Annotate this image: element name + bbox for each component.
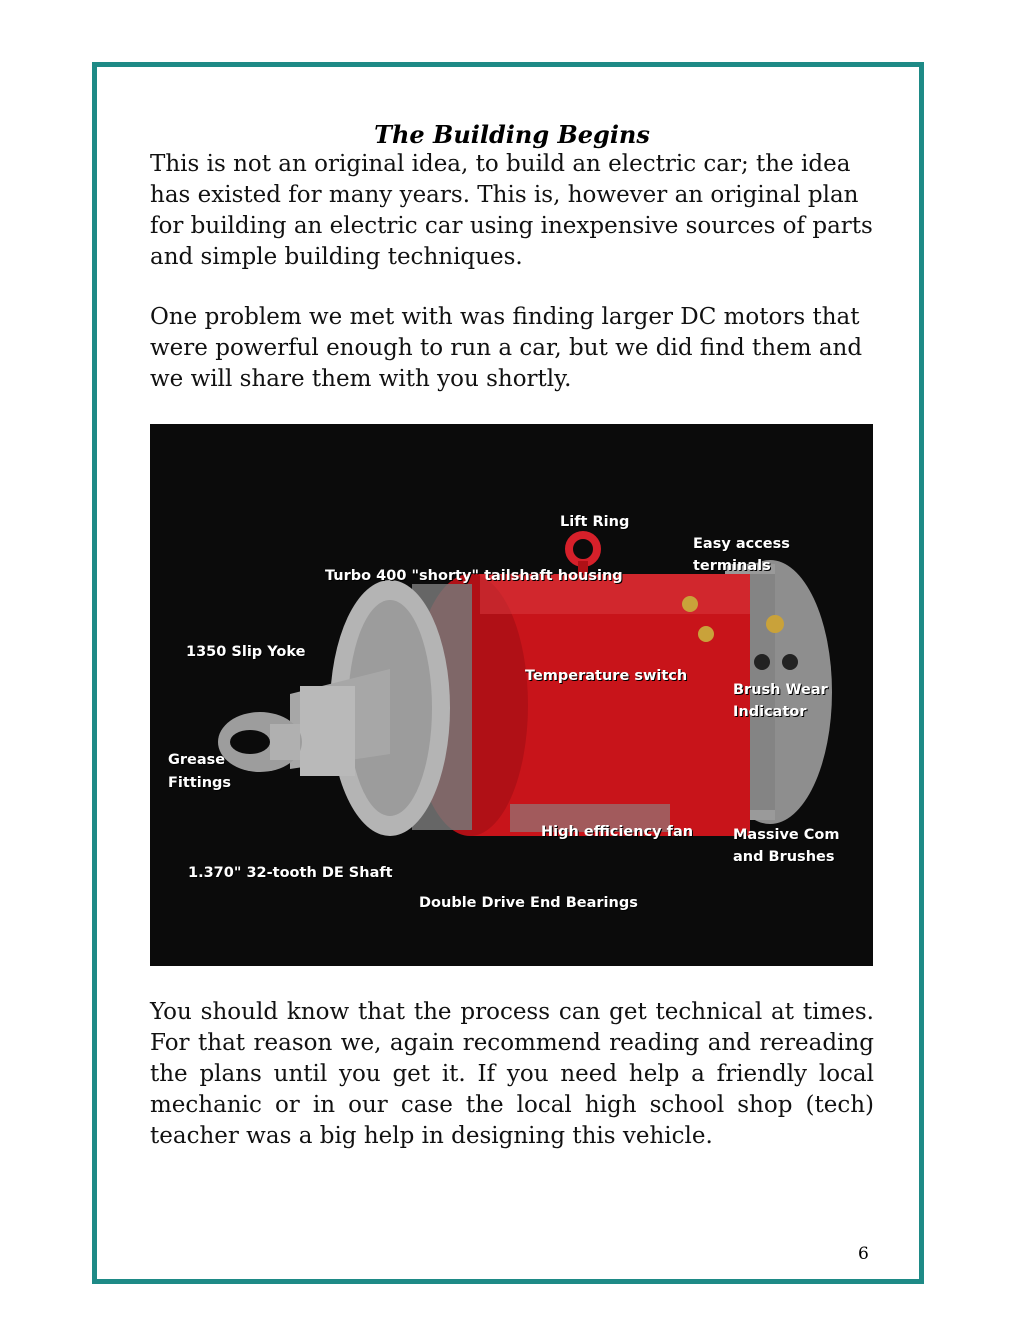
- label-fittings: Fittings: [168, 775, 232, 791]
- label-slip-yoke: 1350 Slip Yoke: [186, 644, 306, 660]
- page-number: 6: [858, 1244, 869, 1264]
- page-title: The Building Begins: [374, 120, 650, 149]
- label-bearings: Double Drive End Bearings: [419, 895, 638, 911]
- label-grease: Grease: [168, 752, 226, 768]
- paragraph-technical: You should know that the process can get technical at times. For that reason we, again recommend reading and rereading the plans until you get it. If you need help a friendly local mechanic or in our case the local high school shop (tech) teacher was a big help in designing this vehicle.: [150, 999, 874, 1149]
- paragraph-intro: This is not an original idea, to build an electric car; the idea has existed for many years. This is, however an original plan for building an electric car using inexpensive sources of parts and simple building techniques.: [150, 151, 873, 270]
- label-terminals: terminals: [693, 558, 771, 574]
- label-turbo-housing: Turbo 400 "shorty" tailshaft housing: [325, 568, 623, 584]
- paragraph-motors: One problem we met with was finding larger DC motors that were powerful enough to run a car, but we did find them and we will share them with you shortly.: [150, 304, 863, 392]
- label-massive-com: Massive Com: [733, 827, 840, 843]
- label-temperature-switch: Temperature switch: [525, 668, 688, 684]
- label-brush-wear: Brush Wear: [733, 682, 828, 698]
- motor-photo: [150, 424, 873, 966]
- label-high-efficiency-fan: High efficiency fan: [541, 824, 694, 840]
- label-de-shaft: 1.370" 32-tooth DE Shaft: [188, 865, 393, 881]
- label-lift-ring: Lift Ring: [560, 514, 630, 530]
- label-easy-access: Easy access: [693, 536, 790, 552]
- label-and-brushes: and Brushes: [733, 849, 835, 865]
- label-indicator: Indicator: [733, 704, 807, 720]
